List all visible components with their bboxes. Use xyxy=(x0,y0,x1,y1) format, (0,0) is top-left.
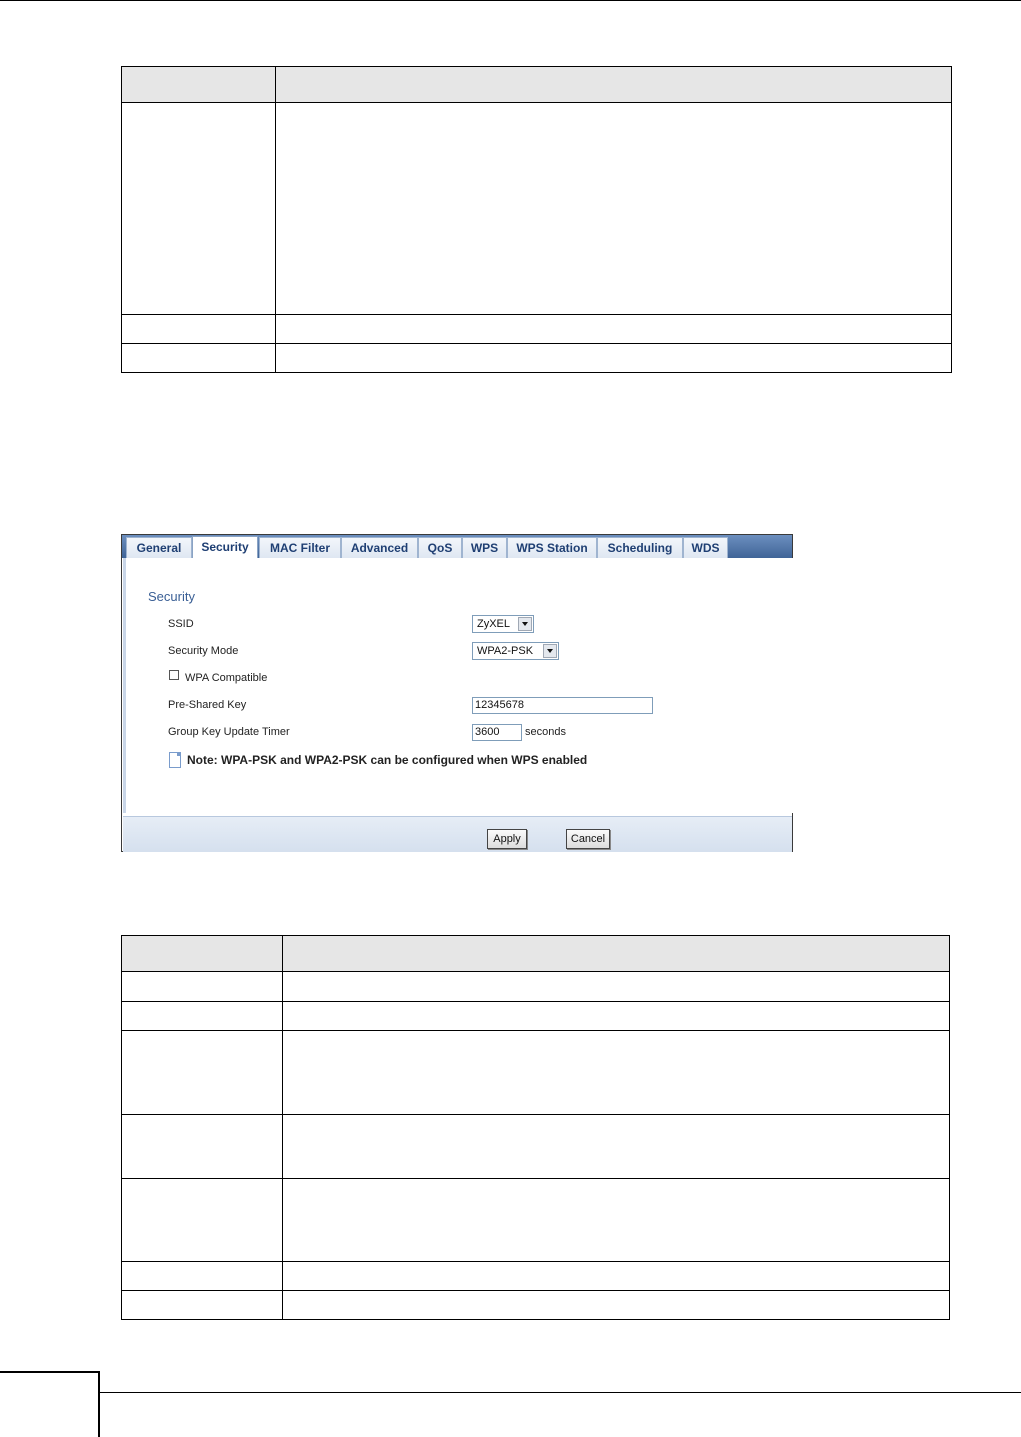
cancel-button[interactable]: Cancel xyxy=(566,829,610,849)
wps-note: Note: WPA-PSK and WPA2-PSK can be configured when WPS enabled xyxy=(187,753,588,767)
tab-scheduling[interactable]: Scheduling xyxy=(597,537,683,558)
tab-advanced[interactable]: Advanced xyxy=(341,537,418,558)
button-bar xyxy=(123,816,792,852)
table-row xyxy=(122,344,952,373)
table-row xyxy=(122,103,952,315)
tab-general[interactable]: General xyxy=(126,537,192,558)
tab-mac-filter[interactable]: MAC Filter xyxy=(259,537,341,558)
table-row xyxy=(122,972,950,1002)
table-header-row xyxy=(122,936,950,972)
table-row xyxy=(122,1002,950,1031)
chevron-down-icon xyxy=(518,617,532,631)
security-mode-select[interactable] xyxy=(472,642,559,660)
security-mode-label: Security Mode xyxy=(168,645,239,657)
ssid-label: SSID xyxy=(168,618,194,630)
wpa-compatible-checkbox[interactable] xyxy=(169,670,179,680)
tab-wds[interactable]: WDS xyxy=(683,537,728,558)
table-header-row xyxy=(122,67,952,103)
table-row xyxy=(122,1291,950,1320)
form-area xyxy=(123,558,795,813)
ssid-select[interactable] xyxy=(472,615,534,633)
tab-bar xyxy=(122,535,792,558)
group-key-timer-label: Group Key Update Timer xyxy=(168,726,290,738)
tab-qos[interactable]: QoS xyxy=(418,537,462,558)
pre-shared-key-input[interactable]: 12345678 xyxy=(472,697,653,714)
header-rule xyxy=(0,0,1021,1)
table-row xyxy=(122,1262,950,1291)
table-row xyxy=(122,1031,950,1115)
wireless-security-screen xyxy=(121,534,793,852)
table-row xyxy=(122,1179,950,1262)
tab-security[interactable]: Security xyxy=(192,536,258,560)
tab-wps[interactable]: WPS xyxy=(462,537,507,558)
tab-wps-station[interactable]: WPS Station xyxy=(507,537,597,558)
apply-button[interactable]: Apply xyxy=(487,829,527,849)
security-mode-value: WPA2-PSK xyxy=(477,645,534,657)
pre-shared-key-label: Pre-Shared Key xyxy=(168,699,247,711)
bottom-table xyxy=(121,935,950,1320)
note-icon xyxy=(169,752,181,768)
page-number-box xyxy=(0,1371,100,1437)
chevron-down-icon xyxy=(543,644,557,658)
seconds-unit: seconds xyxy=(525,726,566,738)
top-table xyxy=(121,66,952,373)
footer-rule xyxy=(100,1392,1021,1393)
ssid-value: ZyXEL xyxy=(477,618,511,630)
group-key-timer-input[interactable]: 3600 xyxy=(472,724,522,741)
table-row xyxy=(122,315,952,344)
table-row xyxy=(122,1115,950,1179)
wpa-compatible-label: WPA Compatible xyxy=(185,672,268,684)
section-title: Security xyxy=(148,589,195,604)
